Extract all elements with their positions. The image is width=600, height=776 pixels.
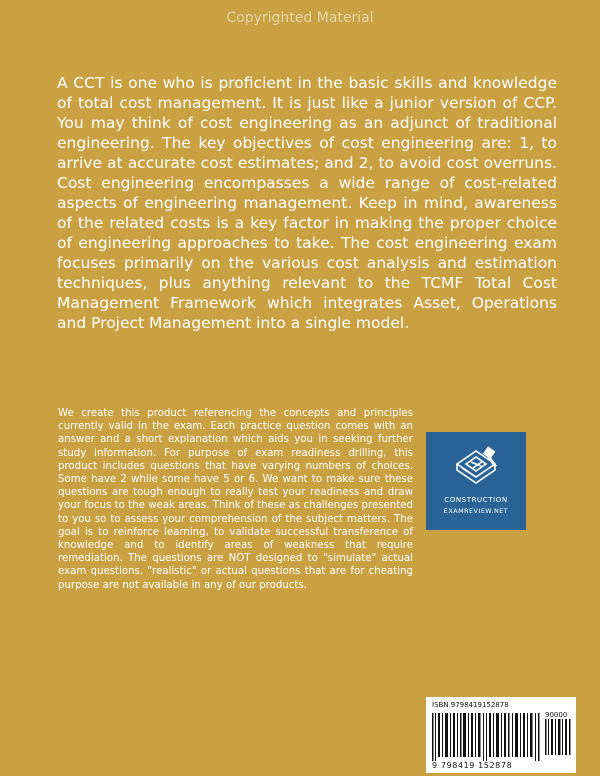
- price-code: 90000: [545, 711, 568, 719]
- publisher-logo: [426, 432, 526, 530]
- blueprint-house-icon: [453, 444, 499, 490]
- price-barcode-bars: [545, 719, 571, 755]
- isbn-barcode: [426, 697, 576, 773]
- logo-text-url: EXAMREVIEW.NET: [443, 507, 509, 515]
- barcode-bars: [432, 711, 540, 761]
- main-description: A CCT is one who is proficient in the basic skills and knowledge of total cost management. It is just like a junior version of CCP. You may think of cost engineering as an adjunct of traditional engineering. The key objectives of cost engineering are: 1, to arrive at accurate cost estimates; and 2, to avoid cost overruns. Cost engineering encompasses a wide range of cost-related aspects of engineering management. Keep in mind, awareness of the related costs is a key factor in making the proper choice of engineering approaches to take. The cost engineering exam focuses primarily on the various cost analysis and estimation techniques, plus anything relevant to the TCMF Total Cost Management Framework which integrates Asset, Operations and Project Management into a single model.: [57, 74, 557, 332]
- isbn-digits: 9 798419 152878: [432, 761, 513, 770]
- logo-text-construction: CONSTRUCTION: [444, 496, 508, 504]
- isbn-label: ISBN 9798419152878: [432, 701, 509, 709]
- product-description: We create this product referencing the concepts and principles currently valid in the exam. Each practice question comes with an answer and a short explanation which aids you in seeking further study information. For purpose of exam readiness drilling, this product includes questions that have varying numbers of choices. Some have 2 while some have 5 or 6. We want to make sure these questions are tough enough to really test your readiness and draw your focus to the weak areas. Think of these as challenges presented to you so to assess your comprehension of the subject matters. The goal is to reinforce learning, to validate successful transference of knowledge and to identify areas of weakness that require remediation. The questions are NOT designed to "simulate" actual exam questions. "realistic" or actual questions that are for cheating purpose are not available in any of our products.: [58, 408, 413, 591]
- watermark: Copyrighted Material: [226, 10, 374, 26]
